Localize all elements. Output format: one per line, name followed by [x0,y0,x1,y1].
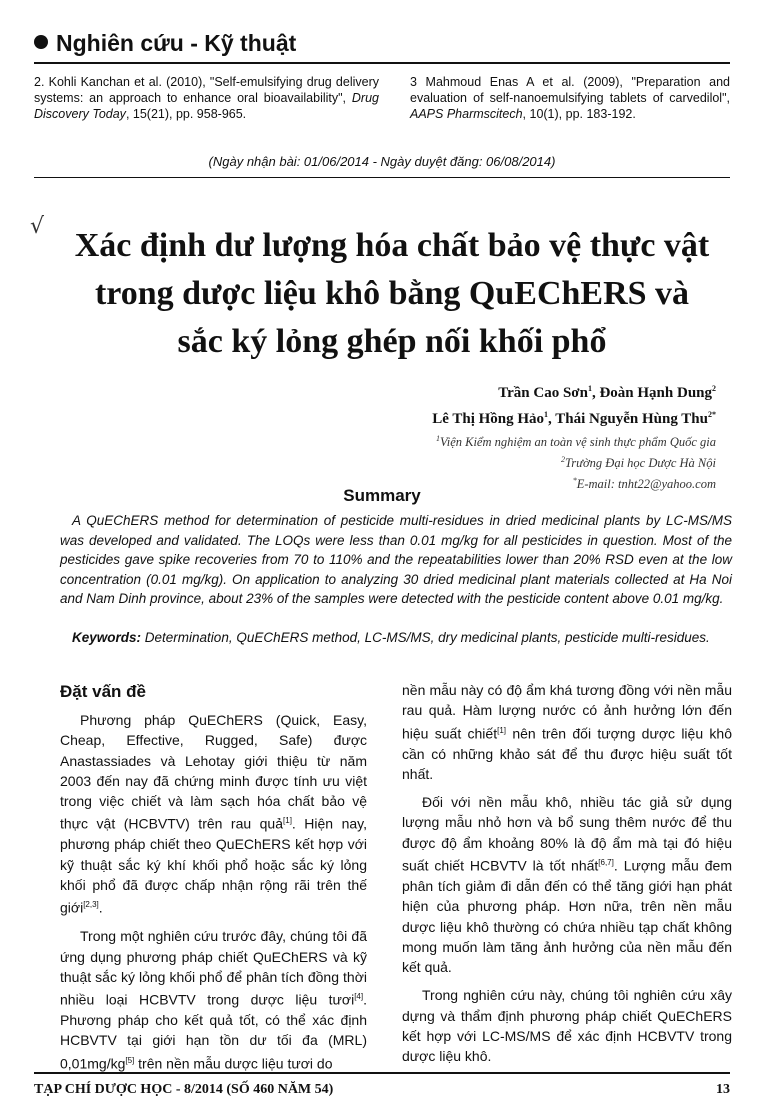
received-note: (Ngày nhận bài: 01/06/2014 - Ngày duyệt đăng: 06/08/2014) [208,154,556,169]
citation: [2,3] [83,900,99,910]
affiliation [432,451,716,472]
citation: [6,7] [598,858,614,868]
author-name: Đoàn Hạnh Dung [599,385,712,401]
header-rule [34,62,730,64]
paragraph-text: . [98,899,103,916]
reference-2 [34,74,379,122]
reference-journal: AAPS Pharmscitech [410,107,523,121]
author-name: Lê Thị Hồng Hảo [432,411,545,427]
author-sep: , [591,385,600,401]
author-mark: 2* [708,410,716,419]
section-heading-introduction: Đặt vấn đề [60,682,146,701]
author-line [432,378,716,404]
body-column-left [60,680,367,1082]
paragraph [402,792,732,977]
title-line: Xác định dư lượng hóa chất bảo vệ thực vật [74,227,710,264]
summary-text: A QuEChERS method for determination of pesticide multi-residues in dried medicinal plants by LC-MS/MS was developed and validated. The LOQs were less than 0.01 mg/kg for all pesticides in question. Most of the pesticides gave spike recoveries from 70 to 110% and the repeatabilities lower than 20% RSD even at the low concentration (0.01 mg/kg). On application to analyzing 30 dried medicinal plant materials collected at Ha Noi and Nam Dinh province, about 23% of the samples were detected with the pesticide content above 0.01 mg/kg. [60,513,732,606]
paragraph-text: Đối với nền mẫu khô, nhiều tác giả sử dụng lượng mẫu nhỏ hơn và bổ sung thêm nước để thu được độ ẩm khoảng 80% là độ ẩm mà tại đó hiệu suất chiết HCBVTV là tốt nhất [402,794,732,874]
body-column-right [402,680,732,1075]
reference-text: 2. Kohli Kanchan et al. (2010), "Self-emulsifying drug delivery systems: an approach to enhance oral bioavailability", [34,75,379,105]
author-block [432,378,716,493]
keywords-label: Keywords: [72,630,142,645]
section-heading [34,30,296,57]
page-number: 13 [716,1082,730,1097]
affiliation-text: Viện Kiểm nghiệm an toàn vệ sinh thực phẩm Quốc gia [440,435,716,450]
paragraph [60,710,367,918]
author-mark: 2 [712,384,716,393]
affiliation [432,430,716,451]
author-name: Thái Nguyễn Hùng Thu [555,411,708,427]
section-title: Nghiên cứu - Kỹ thuật [56,30,297,56]
footer-rule [34,1072,730,1074]
author-sep: , [548,411,556,427]
keywords [60,628,732,648]
reference-text: 3 Mahmoud Enas A et al. (2009), "Preparation and evaluation of self-nanoemulsifying tablets of carvedilol", [410,75,730,105]
check-mark-icon: √ [30,214,45,239]
summary-title: Summary [343,486,421,505]
paragraph-text: nên trên đối tượng dược liệu khô cần có những khảo sát để thu được hiệu suất tốt nhất. [402,725,732,782]
paragraph [402,680,732,784]
title-line: sắc ký lỏng ghép nối khối phổ [177,323,607,360]
paragraph-text: . Phương pháp cho kết quả tốt, có thể xác định HCBVTV tại giới hạn tồn dư tối đa (MRL) 0,01mg/kg [60,991,367,1072]
paragraph-text: . Lượng mẫu đem phân tích giảm đi dẫn đến có thể tăng giới hạn phát hiện của phương pháp. Hơn nữa, trên nền mẫu dược liệu khô thường có chứa nhiều tạp chất không mong muốn làm tăng ảnh hưởng của nền mẫu đến kết quả. [402,857,732,976]
reference-text: , 15(21), pp. 958-965. [125,107,247,121]
title-line: trong dược liệu khô bằng QuEChERS và [94,275,690,312]
paragraph-text: . Hiện nay, phương pháp chiết theo QuEChERS kết hợp với kỹ thuật sắc ký khí khối phổ hoặc sắc ký lỏng khối phổ đã được chấp nhận rộng rãi trên thế giới [60,816,368,916]
paragraph-text: Trong một nghiên cứu trước đây, chúng tôi đã ứng dụng phương pháp chiết QuEChERS và kỹ thuật sắc ký lỏng khối phổ để phân tích đồng thời nhiều loại HCBVTV trong dược liệu tươi [60,928,367,1008]
affiliation-text: Trường Đại học Dược Hà Nội [565,456,716,471]
article-title [40,222,744,366]
citation: [5] [125,1055,135,1065]
footer-journal: TẠP CHÍ DƯỢC HỌC - 8/2014 (SỐ 460 NĂM 54) [34,1082,334,1097]
affiliation-mark: 1 [436,434,441,443]
affiliation-text: E-mail: tnht22@yahoo.com [576,477,716,492]
keywords-text: Determination, QuEChERS method, LC-MS/MS, dry medicinal plants, pesticide multi-residues. [141,630,710,645]
author-mark: 1 [544,410,549,419]
paragraph [60,926,367,1073]
affiliation-mark: * [572,476,577,486]
author-name: Trần Cao Sơn [498,385,588,401]
paragraph-text: trên nền mẫu dược liệu tươi do [134,1055,333,1072]
author-mark: 1 [587,384,592,393]
bullet-icon [34,35,48,49]
paragraph-text: Phương pháp QuEChERS (Quick, Easy, Cheap, Effective, Rugged, Safe) được Anastassiades và Lehotay giới thiệu từ năm 2003 đến nay đã chứng minh được tính ưu việt trong việc chiết và làm sạch hóa chất bảo vệ thực vật (HCBVTV) trên rau quả [60,712,367,833]
received-rule [34,177,730,178]
reference-3 [410,74,730,122]
author-line [432,404,716,430]
reference-journal: Drug Discovery Today [34,91,379,121]
reference-text: , 10(1), pp. 183-192. [522,107,636,121]
citation: [1] [497,725,507,735]
paragraph: Trong nghiên cứu này, chúng tôi nghiên cứu xây dựng và thẩm định phương pháp chiết QuEChERS kết hợp với LC-MS/MS để xác định HCBVTV trong dược liệu khô. [402,987,732,1065]
citation: [4] [354,992,364,1002]
paragraph-text: nền mẫu này có độ ẩm khá tương đồng với nền mẫu rau quả. Hàm lượng nước có ảnh hưởng lớn đến hiệu suất chiết [402,682,732,742]
citation: [1] [283,816,292,826]
affiliation-mark: 2 [561,455,566,465]
